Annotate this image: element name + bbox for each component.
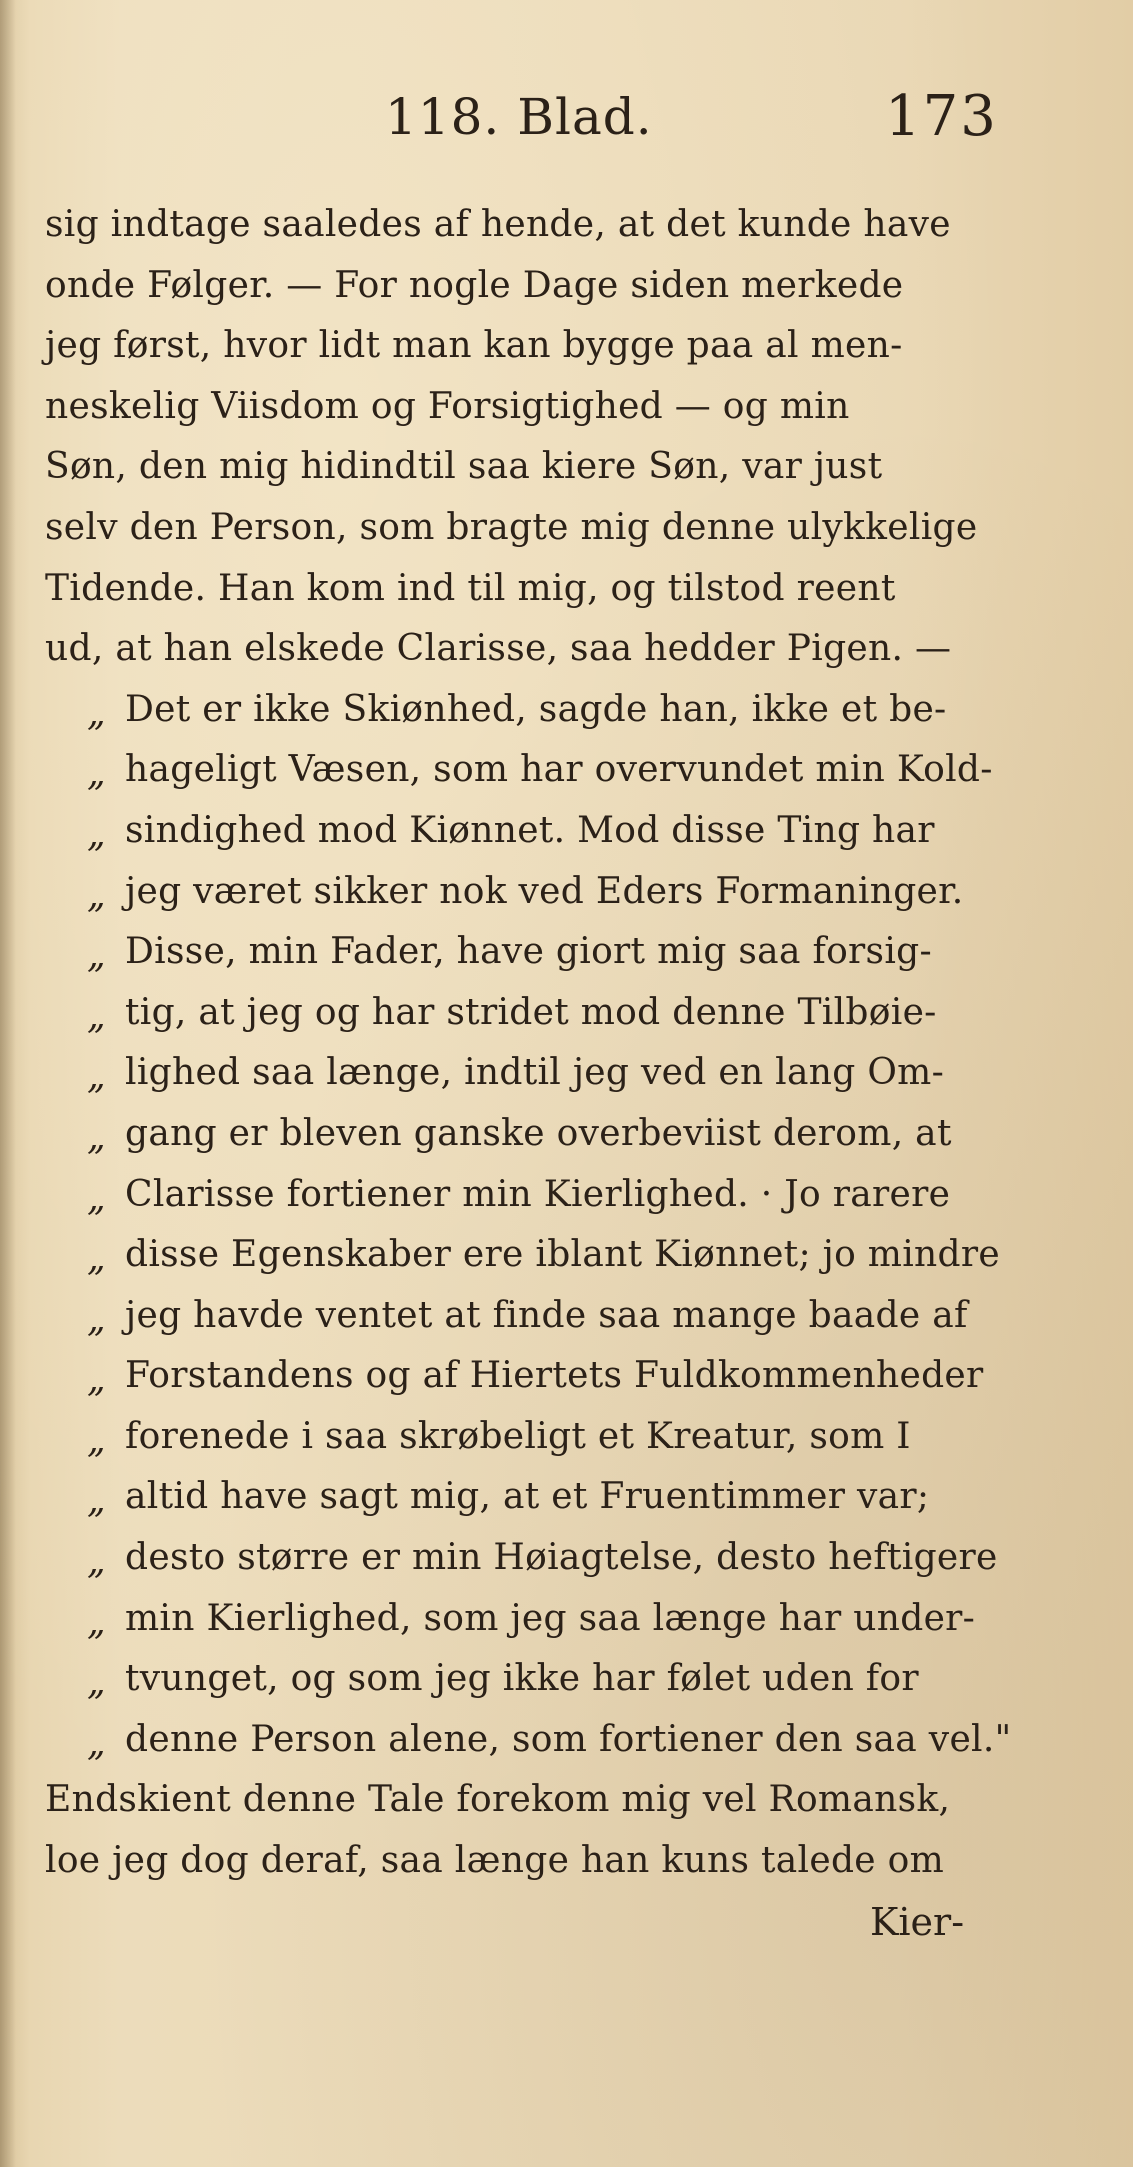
quoted-line xyxy=(45,1225,1000,1286)
line-text: altid have sagt mig, at et Fruentimmer var; xyxy=(125,1476,930,1518)
line-text: denne Person alene, som fortiener den saa vel." xyxy=(125,1718,1012,1760)
quote-mark: „ xyxy=(87,1601,106,1643)
quoted-line xyxy=(45,680,995,741)
quote-mark: „ xyxy=(87,1662,106,1704)
text-line xyxy=(45,559,995,620)
line-text: Forstandens og af Hiertets Fuldkommenheder xyxy=(125,1355,984,1397)
quoted-line xyxy=(45,1407,995,1468)
line-text: Tidende. Han kom ind til mig, og tilstod reent xyxy=(45,567,896,609)
line-text: Det er ikke Skiønhed, sagde han, ikke et be- xyxy=(125,688,947,730)
line-text: neskelig Viisdom og Forsigtighed — og min xyxy=(45,385,850,427)
quote-mark: „ xyxy=(87,1722,106,1764)
quote-mark: „ xyxy=(87,692,106,734)
quoted-line xyxy=(45,1286,995,1347)
line-text: Disse, min Fader, have giort mig saa forsig- xyxy=(125,931,932,973)
quote-mark: „ xyxy=(87,995,106,1037)
line-text: disse Egenskaber ere iblant Kiønnet; jo mindre xyxy=(125,1234,1000,1276)
text-line xyxy=(45,195,995,256)
text-line xyxy=(45,437,995,498)
line-text: min Kierlighed, som jeg saa længe har under- xyxy=(125,1597,976,1639)
text-line xyxy=(45,498,995,559)
quote-mark: „ xyxy=(87,1359,106,1401)
line-text: Endskient denne Tale forekom mig vel Romansk, xyxy=(45,1779,951,1821)
quote-mark: „ xyxy=(87,1298,106,1340)
line-text: loe jeg dog deraf, saa længe han kuns talede om xyxy=(45,1840,945,1882)
line-text: sindighed mod Kiønnet. Mod disse Ting har xyxy=(125,809,935,851)
line-text: lighed saa længe, indtil jeg ved en lang Om- xyxy=(125,1052,945,1094)
quoted-line xyxy=(45,1043,995,1104)
quoted-line xyxy=(45,1104,995,1165)
quote-mark: „ xyxy=(87,1116,106,1158)
text-line xyxy=(45,1770,995,1831)
line-text: selv den Person, som bragte mig denne ulykkelige xyxy=(45,506,978,548)
quoted-line xyxy=(45,1467,995,1528)
line-text: tig, at jeg og har stridet mod denne Tilbøie- xyxy=(125,991,937,1033)
line-text: tvunget, og som jeg ikke har følet uden for xyxy=(125,1658,919,1700)
quote-mark: „ xyxy=(87,1238,106,1280)
quote-mark: „ xyxy=(87,1480,106,1522)
quote-mark: „ xyxy=(87,874,106,916)
line-text: hageligt Væsen, som har overvundet min Kold- xyxy=(125,749,993,791)
body-text xyxy=(45,195,1012,1892)
page-number: 173 xyxy=(885,84,998,149)
line-text: Clarisse fortiener min Kierlighed. · Jo rarere xyxy=(125,1173,951,1215)
quoted-line xyxy=(45,1710,1012,1771)
line-text: sig indtage saaledes af hende, at det kunde have xyxy=(45,204,951,245)
quoted-line xyxy=(45,922,995,983)
quote-mark: „ xyxy=(87,1541,106,1583)
quoted-line xyxy=(45,1346,995,1407)
line-text: onde Følger. — For nogle Dage siden merkede xyxy=(45,264,904,306)
line-text: desto større er min Høiagtelse, desto heftigere xyxy=(125,1537,998,1579)
line-text: jeg havde ventet at finde saa mange baade af xyxy=(125,1294,968,1336)
quote-mark: „ xyxy=(87,935,106,977)
line-text: ud, at han elskede Clarisse, saa hedder Pigen. — xyxy=(45,628,952,670)
text-line xyxy=(45,256,995,317)
quote-mark: „ xyxy=(87,813,106,855)
line-text: jeg været sikker nok ved Eders Formaninger. xyxy=(125,870,964,912)
running-head: 118. Blad. xyxy=(385,88,653,146)
line-text: Søn, den mig hidindtil saa kiere Søn, var just xyxy=(45,446,883,488)
quote-mark: „ xyxy=(87,1056,106,1098)
line-text: gang er bleven ganske overbeviist derom, at xyxy=(125,1112,952,1154)
quoted-line xyxy=(45,801,995,862)
quoted-line xyxy=(45,983,995,1044)
text-line xyxy=(45,619,995,680)
quote-mark: „ xyxy=(87,1419,106,1461)
quoted-line xyxy=(45,740,995,801)
text-line xyxy=(45,377,995,438)
text-line xyxy=(45,1831,995,1892)
quoted-line xyxy=(45,1649,995,1710)
page-edge-shadow xyxy=(0,0,16,2167)
quoted-line xyxy=(45,1589,995,1650)
line-text: forenede i saa skrøbeligt et Kreatur, som I xyxy=(125,1415,911,1457)
quoted-line xyxy=(45,862,995,923)
quoted-line xyxy=(45,1528,998,1589)
quoted-line xyxy=(45,1165,995,1226)
catchword: Kier- xyxy=(870,1900,965,1944)
text-line xyxy=(45,316,995,377)
quote-mark: „ xyxy=(87,753,106,795)
page-header xyxy=(0,70,1133,160)
line-text: jeg først, hvor lidt man kan bygge paa al men- xyxy=(45,325,903,367)
quote-mark: „ xyxy=(87,1177,106,1219)
